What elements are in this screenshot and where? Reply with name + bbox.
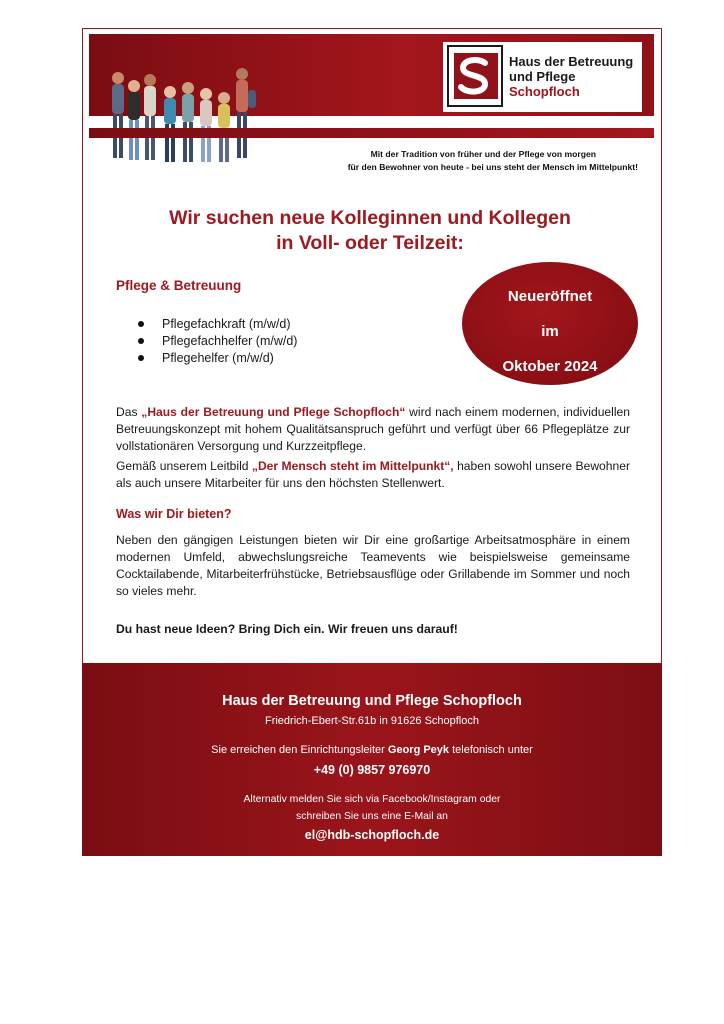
opening-badge [462,262,638,385]
benefits-paragraph: Neben den gängigen Leistungen bieten wir Dir eine großartige Arbeitsatmosphäre in einem modernen Umfeld, abwechslungsreiche Teamevents wie beispielsweise gemeinsame Cocktailabende, Mitarbeiterfrühstücke, Betriebsausflüge oder Grillabende im Sommer und noch so vieles mehr. [116,533,630,598]
footer-alt-line-1: Alternativ melden Sie sich via Facebook/Instagram oder [243,794,501,805]
footer-email: el@hdb-schopfloch.de [304,828,440,842]
logo-s-icon [447,45,503,107]
team-illustration [104,64,264,176]
bullet-icon [138,355,144,361]
list-item: Pflegehelfer (m/w/d) [138,350,297,367]
footer [82,663,662,856]
closing-line: Du hast neue Ideen? Bring Dich ein. Wir freuen uns darauf! [116,622,458,636]
section-title-benefits: Was wir Dir bieten? [116,507,232,521]
headline [110,206,630,256]
intro-paragraph: Das „Haus der Betreuung und Pflege Schopfloch“ wird nach einem modernen, individuellen Betreuungskonzept mit hohem Qualitätsanspruch geführt und verfügt über 66 Pflegeplätze zur vollstationären Versorgung und Kurzzeitpflege. [116,405,630,453]
footer-alt-line-2: schreiben Sie uns eine E-Mail an [296,811,448,822]
mission-paragraph: Gemäß unserem Leitbild „Der Mensch steht im Mittelpunkt“, haben sowohl unsere Bewohner als auch unsere Mitarbeiter für uns den höchsten Stellenwert. [116,459,630,490]
header-divider-bar [89,128,654,138]
tagline [270,148,638,174]
mission-statement: „Der Mensch steht im Mittelpunkt“, [251,459,454,473]
footer-contact: Sie erreichen den Einrichtungsleiter Georg Peyk telefonisch unter [211,744,533,756]
bullet-icon [138,321,144,327]
footer-phone: +49 (0) 9857 976970 [313,763,431,777]
footer-name: Haus der Betreuung und Pflege Schopfloch [222,693,522,709]
job-list [138,316,297,367]
headline-line-2: in Voll- oder Teilzeit: [276,232,464,254]
contact-person: Georg Peyk [387,744,450,756]
headline-line-1: Wir suchen neue Kolleginnen und Kollegen [169,207,571,229]
tagline-line-1: Mit der Tradition von früher und der Pflege von morgen [370,149,596,159]
facility-name: „Haus der Betreuung und Pflege Schopfloch“ [141,405,406,419]
badge-line-2: im [541,323,559,340]
badge-line-3: Oktober 2024 [502,358,598,375]
tagline-line-2: für den Bewohner von heute - bei uns steht der Mensch im Mittelpunkt! [347,162,638,172]
list-item: Pflegefachkraft (m/w/d) [138,316,297,333]
footer-address: Friedrich-Ebert-Str.61b in 91626 Schopfloch [264,715,479,727]
list-item: Pflegefachhelfer (m/w/d) [138,333,297,350]
bullet-icon [138,338,144,344]
logo-line-1: Haus der Betreuung [509,54,634,69]
logo [443,42,642,112]
badge-line-1: Neueröffnet [507,288,593,305]
section-title-care: Pflege & Betreuung [116,278,242,293]
logo-line-2: und Pflege [509,69,576,84]
logo-line-3: Schopfloch [509,84,580,99]
